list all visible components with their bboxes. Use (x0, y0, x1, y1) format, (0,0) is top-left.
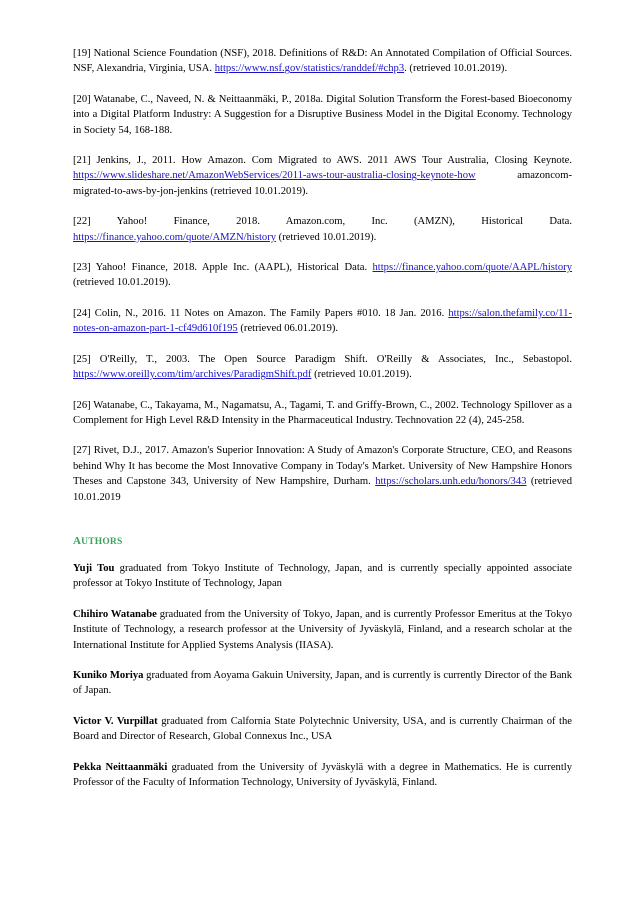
reference-19: [19] National Science Foundation (NSF), 2018. Definitions of R&D: An Annotated Compilation of Official Sources. NSF, Alexandria, Virginia, USA. https://www.nsf.gov/statistics/randdef/#chp3. (retrieved 10.01.2019). (73, 48, 572, 75)
reference-link[interactable]: https://www.nsf.gov/statistics/randdef/#chp3 (214, 63, 405, 75)
reference-link[interactable]: https://finance.yahoo.com/quote/AAPL/history (372, 262, 572, 274)
reference-27: [27] Rivet, D.J., 2017. Amazon's Superior Innovation: A Study of Amazon's Corporate Structure, CEO, and Reasons behind Why It has become the Most Innovative Company in Today's Market. University of New Hampshire Honors Theses and Capstone 343, University of New Hampshire, Durham. https://scholars.unh.edu/honors/343 (retrieved 10.01.2019 (73, 445, 572, 503)
reference-link[interactable]: https://salon.thefamily.co/11-notes-on-amazon-part-1-cf49d610f195 (73, 307, 572, 335)
author-bio: Kuniko Moriya graduated from Aoyama Gakuin University, Japan, and is currently is currently Director of the Bank of Japan. (73, 669, 572, 697)
authors-list (73, 561, 572, 790)
reference-23: [23] Yahoo! Finance, 2018. Apple Inc. (AAPL), Historical Data. https://finance.yahoo.com/quote/AAPL/history (retrieved 10.01.2019). (73, 262, 572, 289)
author-bio: Pekka Neittaanmäki graduated from the University of Jyväskylä with a degree in Mathematics. He is currently Professor of the Faculty of Information Technology, University of Jyväskylä, Finland. (73, 761, 573, 788)
author-name: Pekka Neittaanmäki (73, 761, 168, 773)
reference-26: [26] Watanabe, C., Takayama, M., Nagamatsu, A., Tagami, T. and Griffy-Brown, C., 2002. Technology Spillover as a Complement for High Level R&D Intensity in the Pharmaceutical Industry. Technovation 22 (4), 245-258. (73, 399, 572, 426)
reference-link[interactable]: https://scholars.unh.edu/honors/343 (375, 476, 527, 488)
author-name: Victor V. Vurpillat (73, 715, 158, 727)
author-name: Kuniko Moriya (73, 669, 144, 681)
author-name: Chihiro Watanabe (73, 608, 157, 620)
author-bio: Chihiro Watanabe graduated from the University of Tokyo, Japan, and is currently Professor Emeritus at the Tokyo Institute of Technology, a research professor at the University of Jyväskylä, Finland, and a research scholar at the International Institute for Applied Systems Analysis (IIASA). (73, 608, 572, 651)
author-name: Yuji Tou (73, 562, 115, 574)
authors-heading: AUTHORS (73, 534, 123, 547)
reference-22: [22] Yahoo! Finance, 2018. Amazon.com, Inc. (AMZN), Historical Data. https://finance.yahoo.com/quote/AMZN/history (retrieved 10.01.2019). (73, 216, 572, 243)
reference-25: [25] O'Reilly, T., 2003. The Open Source Paradigm Shift. O'Reilly & Associates, Inc., Sebastopol. https://www.oreilly.com/tim/archives/ParadigmShift.pdf (retrieved 10.01.2019). (73, 353, 572, 381)
references-list (73, 46, 572, 505)
reference-link[interactable]: https://www.oreilly.com/tim/archives/ParadigmShift.pdf (73, 369, 312, 381)
reference-24: [24] Colin, N., 2016. 11 Notes on Amazon. The Family Papers #010. 18 Jan. 2016. https://salon.thefamily.co/11-notes-on-amazon-part-1-cf49d610f195 (retrieved 06.01.2019). (73, 307, 572, 335)
author-bio: Victor V. Vurpillat graduated from Calfornia State Polytechnic University, USA, and is currently Chairman of the Board and Director of Research, Global Connexus Inc., USA (73, 715, 573, 743)
reference-20: [20] Watanabe, C., Naveed, N. & Neittaanmäki, P., 2018a. Digital Solution Transform the Forest-based Bioeconomy into a Digital Platform Industry: A Suggestion for a Disruptive Business Model in the Digital Economy. Technology in Society 54, 168-188. (73, 93, 572, 136)
reference-link[interactable]: https://www.slideshare.net/AmazonWebServices/2011-aws-tour-australia-closing-keynote-how (73, 170, 476, 182)
reference-21: [21] Jenkins, J., 2011. How Amazon. Com Migrated to AWS. 2011 AWS Tour Australia, Closing Keynote. https://www.slideshare.net/AmazonWebServices/2011-aws-tour-australia-closing-keynote-how amazoncom-migrated-to-aws-by-jon-jenkins (retrieved 10.01.2019). (73, 155, 572, 197)
author-bio: Yuji Tou graduated from Tokyo Institute of Technology, Japan, and is currently specially appointed associate professor at Tokyo Institute of Technology, Japan (73, 562, 573, 590)
reference-link[interactable]: https://finance.yahoo.com/quote/AMZN/history (73, 231, 277, 243)
